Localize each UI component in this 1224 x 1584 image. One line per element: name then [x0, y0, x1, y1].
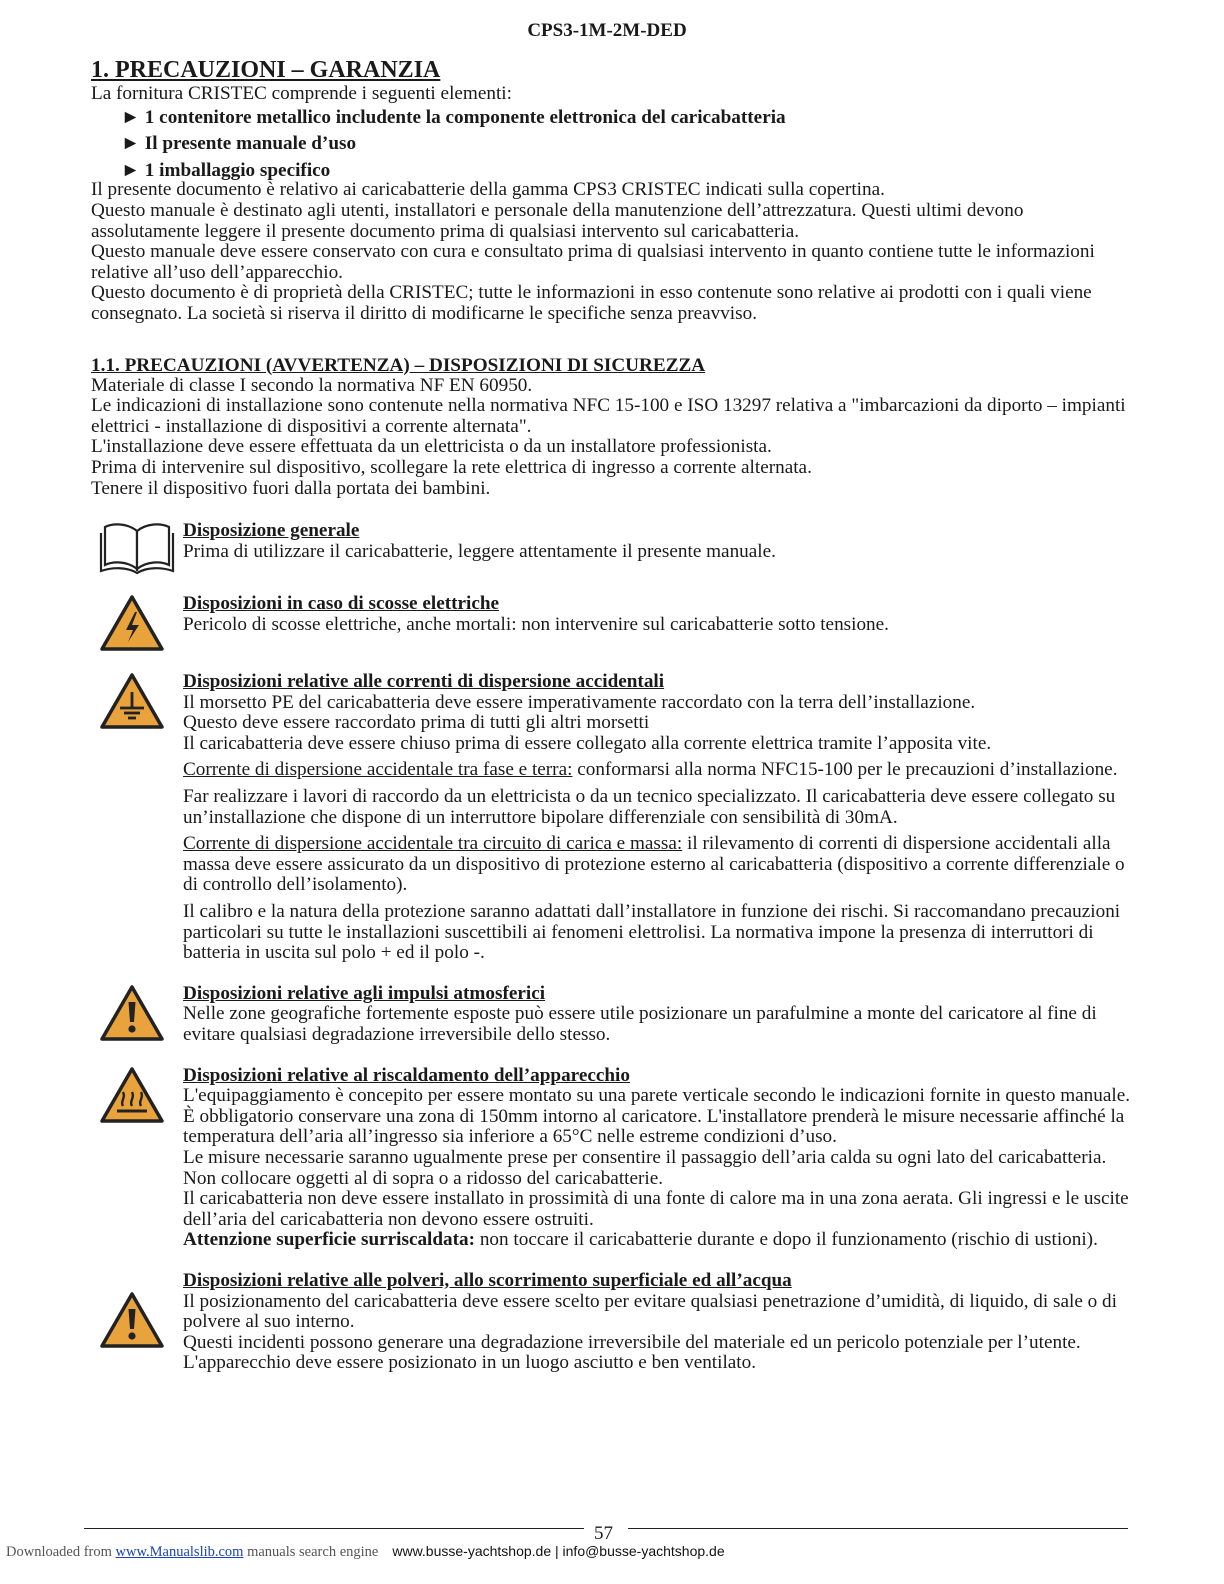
warning-text: Nelle zone geografiche fortemente esposte può essere utile posizionare un parafulmine a monte del caricatore al fine di evitare qualsiasi degradazione irreversibile dello stesso. [183, 1003, 1097, 1045]
warning-title: Disposizione generale [183, 520, 360, 542]
page-body [91, 56, 1131, 1374]
manualslib-link[interactable]: www.Manualslib.com [115, 1544, 244, 1560]
paragraph: Tenere il dispositivo fuori dalla portata dei bambini. [91, 477, 491, 499]
warning-title: Disposizioni relative alle polveri, allo scorrimento superficiale ed all’acqua [183, 1269, 792, 1291]
exclamation-warning-icon [91, 1271, 183, 1349]
inline-text: non toccare il caricabatterie durante e dopo il funzionamento (rischio di ustioni). [475, 1229, 1098, 1251]
footer-rule-left [84, 1528, 584, 1529]
warning-text: Questo deve essere raccordato prima di tutti gli altri morsetti [183, 712, 650, 734]
warning-title: Disposizioni relative agli impulsi atmosferici [183, 982, 546, 1004]
page-number: 57 [594, 1523, 613, 1544]
warning-text: Le misure necessarie saranno ugualmente prese per consentire il passaggio dell’aria calda su ogni lato del caricabatteria. [183, 1146, 1107, 1168]
section-intro: La fornitura CRISTEC comprende i seguenti elementi: [91, 83, 512, 104]
paragraph: Questo documento è di proprietà della CRISTEC; tutte le informazioni in esso contenute sono relative ai prodotti con i quali viene consegnato. La società si riserva il diritto di modificarne le specifiche senza preavviso. [91, 282, 1092, 324]
warning-text: Pericolo di scosse elettriche, anche mortali: non intervenire sul caricabatterie sotto tensione. [183, 613, 889, 635]
inline-label: Corrente di dispersione accidentale tra circuito di carica e massa: [183, 833, 683, 855]
warning-text: Far realizzare i lavori di raccordo da un elettricista o da un tecnico specializzato. Il caricabatteria deve essere collegato su un’installazione che dispone di un interruttore bipolare differenziale con sensibilità di 30mA. [183, 786, 1116, 828]
warning-text: Il morsetto PE del caricabatteria deve essere imperativamente raccordato con la terra dell’installazione. [183, 691, 976, 713]
download-footer [6, 1543, 725, 1561]
list-item: ► 1 imballaggio specifico [121, 159, 331, 181]
hot-surface-warning-icon [91, 1066, 183, 1124]
page-header: CPS3-1M-2M-DED [527, 20, 687, 41]
exclamation-warning-icon [91, 984, 183, 1042]
paragraph: Il presente documento è relativo ai caricabatterie della gamma CPS3 CRISTEC indicati sulla copertina. [91, 179, 885, 201]
warning-text: Non collocare oggetti al di sopra o a ridosso del caricabatterie. [183, 1167, 664, 1189]
warning-text: L'equipaggiamento è concepito per essere montato su una parete verticale secondo le indicazioni fornite in questo manuale. [183, 1085, 1131, 1107]
warning-dust [91, 1271, 1131, 1374]
warning-text: Il posizionamento del caricabatteria deve essere scelto per evitare qualsiasi penetrazione d’umidità, di liquido, di sale o di polvere al suo interno. [183, 1290, 1117, 1333]
warning-lightning [91, 984, 1131, 1046]
warning-general [91, 521, 1131, 575]
warning-leakage [91, 672, 1131, 964]
open-book-icon [91, 521, 183, 575]
warning-text [183, 760, 1131, 781]
inline-text: conformarsi alla norma NFC15-100 per le precauzioni d’installazione. [572, 759, 1118, 781]
warning-heat [91, 1066, 1131, 1251]
warning-text [183, 1230, 1131, 1251]
inline-text: il rilevamento di correnti di dispersione accidentali alla massa deve essere assicurato da un dispositivo di protezione esterno al caricabatteria (dispositivo a corrente differenziale o di controllo dell’isolamento). [183, 833, 1125, 896]
supply-list [91, 105, 1131, 185]
inline-label: Corrente di dispersione accidentale tra fase e terra: [183, 759, 573, 781]
section-title: 1. PRECAUZIONI – GARANZIA [91, 57, 441, 83]
subsection-title: 1.1. PRECAUZIONI (AVVERTENZA) – DISPOSIZIONI DI SICUREZZA [91, 354, 706, 376]
footer-prefix: Downloaded from [6, 1544, 116, 1560]
warning-text: Questi incidenti possono generare una degradazione irreversibile del materiale ed un pericolo potenziale per l’utente. [183, 1331, 1081, 1353]
warning-shock [91, 594, 1131, 652]
list-item: ► 1 contenitore metallico includente la componente elettronica del caricabatteria [121, 106, 786, 128]
paragraph: Questo manuale deve essere conservato con cura e consultato prima di qualsiasi intervento in quanto contiene tutte le informazioni relative all’uso dell’apparecchio. [91, 241, 1095, 283]
list-item: ► Il presente manuale d’uso [121, 133, 357, 155]
warning-text [183, 834, 1131, 896]
inline-label: Attenzione superficie surriscaldata: [183, 1229, 476, 1251]
warning-title: Disposizioni relative alle correnti di dispersione accidentali [183, 671, 665, 693]
warning-text: Prima di utilizzare il caricabatterie, leggere attentamente il presente manuale. [183, 540, 776, 562]
earth-ground-warning-icon [91, 672, 183, 730]
footer-suffix: manuals search engine [243, 1544, 379, 1560]
warning-text: Il caricabatteria deve essere chiuso prima di essere collegato alla corrente elettrica tramite l’apposita vite. [183, 732, 992, 754]
warning-text: Il calibro e la natura della protezione saranno adattati dall’installatore in funzione dei rischi. Si raccomandano precauzioni particolari su tutte le installazioni suscettibili ai fenomeni elettrolisi. La normativa impone la presenza di interruttori di batteria in uscita sul polo + ed il polo -. [183, 901, 1121, 964]
warning-text: L'apparecchio deve essere posizionato in un luogo asciutto e ben ventilato. [183, 1352, 757, 1374]
warning-text: È obbligatorio conservare una zona di 150mm intorno al caricatore. L'installatore prenderà le misure necessarie affinché la temperatura dell’aria all’ingresso sia inferiore a 65°C nelle estreme condizioni d’uso. [183, 1105, 1125, 1148]
paragraph: Le indicazioni di installazione sono contenute nella normativa NFC 15-100 e ISO 13297 relativa a "imbarcazioni da diporto – impianti elettrici - installazione di dispositivi a corrente alternata". [91, 395, 1126, 437]
warning-title: Disposizioni in caso di scosse elettriche [183, 593, 500, 615]
paragraph: Prima di intervenire sul dispositivo, scollegare la rete elettrica di ingresso a corrente alternata. [91, 456, 812, 478]
paragraph: Materiale di classe I secondo la normativa NF EN 60950. [91, 374, 533, 396]
paragraph: L'installazione deve essere effettuata da un elettricista o da un installatore professionista. [91, 436, 772, 458]
paragraph: Questo manuale è destinato agli utenti, installatori e personale della manutenzione dell’attrezzatura. Questi ultimi devono assolutamente leggere il presente documento prima di qualsiasi intervento sul caricabatteria. [91, 199, 1024, 242]
warning-title: Disposizioni relative al riscaldamento dell’apparecchio [183, 1064, 630, 1086]
shop-contact: www.busse-yachtshop.de | info@busse-yachtshop.de [392, 1543, 725, 1559]
warning-text: Il caricabatteria non deve essere installato in prossimità di una fonte di calore ma in una zona aerata. Gli ingressi e le uscite dell’aria del caricabatteria non devono essere ostruiti. [183, 1188, 1129, 1230]
footer-rule-right [628, 1528, 1128, 1529]
electric-shock-warning-icon [91, 594, 183, 652]
